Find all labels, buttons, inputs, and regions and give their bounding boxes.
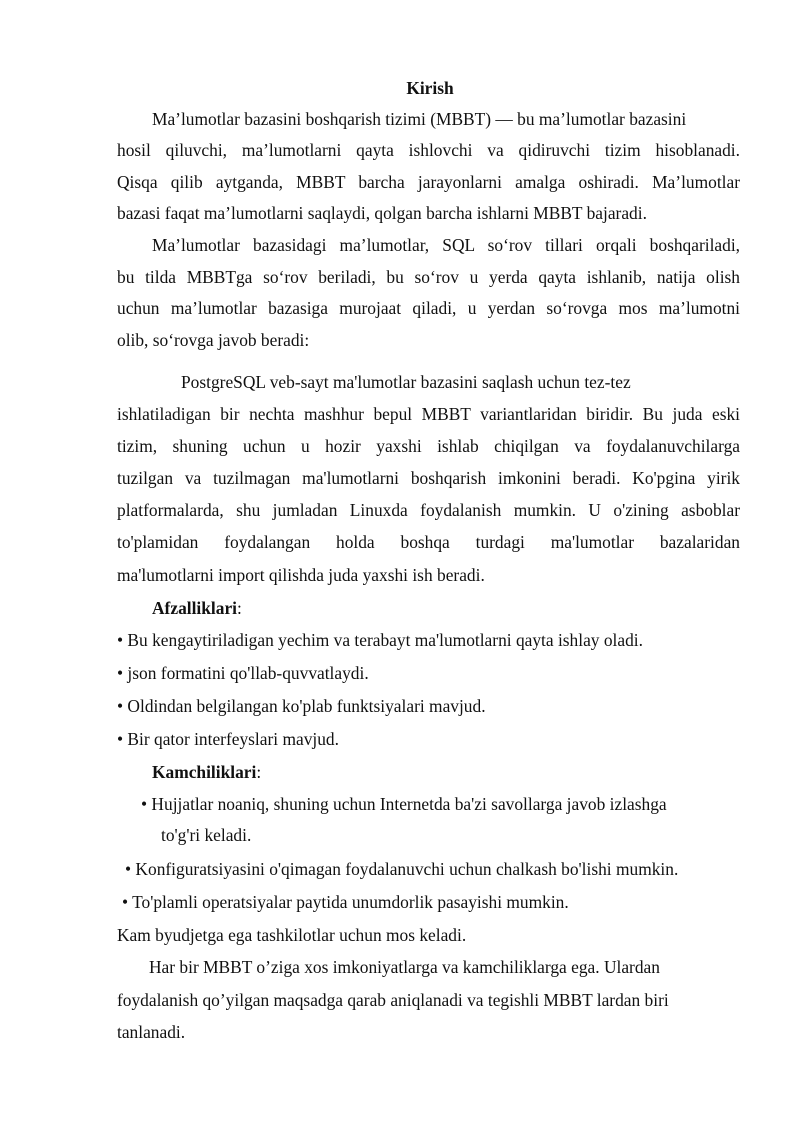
disadvantage-item-2: • Konfiguratsiyasini o'qimagan foydalanuvchi uchun chalkash bo'lishi mumkin. (125, 859, 679, 879)
advantage-item-3: • Oldindan belgilangan ko'plab funktsiyalari mavjud. (117, 696, 486, 716)
disadvantages-heading-colon: : (256, 762, 262, 782)
advantage-item-4: • Bir qator interfeyslari mavjud. (117, 729, 339, 749)
conclusion-line3: tanlanadi. (117, 1022, 186, 1042)
paragraph3-line2: ishlatiladigan bir nechta mashhur bepul MBBT variantlaridan biridir. Bu juda eski (117, 404, 740, 424)
disadvantage-item-1-line1: • Hujjatlar noaniq, shuning uchun Internetda ba'zi savollarga javob izlashga (141, 794, 667, 814)
paragraph3-line3: tizim, shuning uchun u hozir yaxshi ishlab chiqilgan va foydalanuvchilarga (117, 436, 740, 456)
paragraph2-line3: uchun ma’lumotlar bazasiga murojaat qiladi, u yerdan so‘rovga mos ma’lumotni (117, 298, 740, 318)
paragraph3-line5: platformalarda, shu jumladan Linuxda foydalanish mumkin. U o'zining asboblar (117, 500, 740, 520)
paragraph2-line4: olib, so‘rovga javob beradi: (117, 330, 310, 350)
advantages-heading-colon: : (237, 598, 242, 618)
disadvantages-heading-text: Kamchiliklari (152, 762, 257, 782)
advantage-item-1: • Bu kengaytiriladigan yechim va terabayt ma'lumotlarni qayta ishlay oladi. (117, 630, 643, 650)
conclusion-line1: Har bir MBBT o’ziga xos imkoniyatlarga va kamchiliklarga ega. Ulardan (149, 957, 660, 977)
paragraph3-line7: ma'lumotlarni import qilishda juda yaxshi ish beradi. (117, 565, 485, 585)
advantage-item-2: • json formatini qo'llab-quvvatlaydi. (117, 663, 369, 683)
paragraph1-line1: Ma’lumotlar bazasini boshqarish tizimi (MBBT) — bu ma’lumotlar bazasini (152, 109, 687, 129)
paragraph3-line1: PostgreSQL veb-sayt ma'lumotlar bazasini saqlash uchun tez-tez (181, 372, 631, 392)
page-title: Kirish (406, 78, 454, 98)
paragraph2-line1: Ma’lumotlar bazasidagi ma’lumotlar, SQL so‘rov tillari orqali boshqariladi, (152, 235, 740, 255)
paragraph2-line2: bu tilda MBBTga so‘rov beriladi, bu so‘rov u yerda qayta ishlanib, natija olish (117, 267, 740, 287)
budget-line: Kam byudjetga ega tashkilotlar uchun mos keladi. (117, 925, 467, 945)
disadvantage-item-3: • To'plamli operatsiyalar paytida unumdorlik pasayishi mumkin. (122, 892, 569, 912)
conclusion-line2: foydalanish qo’yilgan maqsadga qarab aniqlanadi va tegishli MBBT lardan biri (117, 990, 669, 1010)
paragraph1-line4: bazasi faqat ma’lumotlarni saqlaydi, qolgan barcha ishlarni MBBT bajaradi. (117, 203, 647, 223)
paragraph1-line3: Qisqa qilib aytganda, MBBT barcha jarayonlarni amalga oshiradi. Ma’lumotlar (117, 172, 740, 192)
disadvantages-heading (152, 761, 261, 783)
advantages-heading-text: Afzalliklari (152, 598, 238, 618)
paragraph3-line6: to'plamidan foydalangan holda boshqa turdagi ma'lumotlar bazalaridan (117, 532, 740, 552)
paragraph1-line2: hosil qiluvchi, ma’lumotlarni qayta ishlovchi va qidiruvchi tizim hisoblanadi. (117, 140, 740, 160)
advantages-heading (152, 597, 242, 619)
disadvantage-item-1-line2: to'g'ri keladi. (161, 825, 252, 845)
paragraph3-line4: tuzilgan va tuzilmagan ma'lumotlarni boshqarish imkonini beradi. Ko'pgina yirik (117, 468, 740, 488)
